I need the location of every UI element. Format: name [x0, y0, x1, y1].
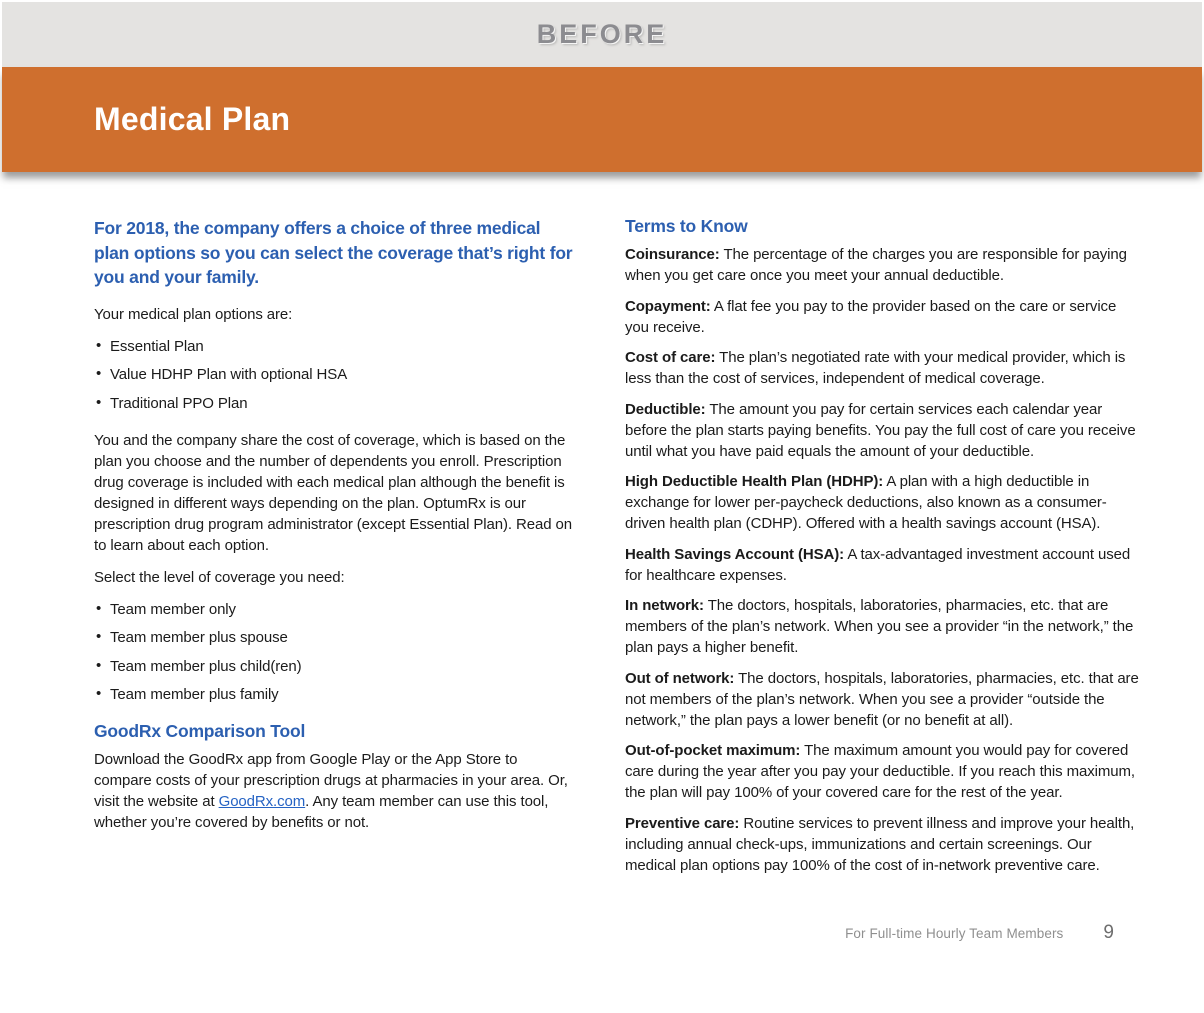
term-definition: A tax-advantaged investment account used for healthcare expenses.	[625, 545, 1131, 584]
page-title: Medical Plan	[94, 101, 291, 137]
term-definition: A flat fee you pay to the provider based on the care or service you receive.	[625, 297, 1117, 336]
term-name: Cost of care:	[625, 349, 716, 366]
term-definition: The doctors, hospitals, laboratories, pharmacies, etc. that are not members of the plan’s network. When you see a provider “outside the network,” the plan pays a lower benefit (or no benefit at all).	[625, 669, 1139, 729]
term-definition: The percentage of the charges you are responsible for paying when you get care once you meet your annual deductible.	[625, 246, 1127, 284]
term-out-of-network	[625, 668, 1140, 731]
content	[94, 216, 1140, 885]
term-preventive-care	[625, 813, 1140, 876]
term-name: Out of network:	[625, 669, 735, 687]
intro-paragraph: For 2018, the company offers a choice of three medical plan options so you can select the coverage that’s right for you and your family.	[94, 218, 573, 287]
term-name: Coinsurance:	[625, 246, 720, 263]
term-definition: The amount you pay for certain services each calendar year before the plan starts paying benefits. You pay the full cost of care you receive until what you have paid equals the amount of your deductible.	[625, 400, 1136, 460]
coverage-level-item: • Team member only	[94, 599, 576, 620]
term-name: In network:	[625, 597, 704, 614]
plan-option-item: • Value HDHP Plan with optional HSA	[94, 364, 576, 385]
options-intro: Your medical plan options are:	[94, 305, 293, 323]
term-name: Deductible:	[625, 400, 706, 418]
before-banner	[2, 2, 1202, 67]
term-name: High Deductible Health Plan (HDHP):	[625, 473, 884, 490]
cost-sharing-paragraph: You and the company share the cost of coverage, which is based on the plan you choose and the number of dependents you enroll. Prescription drug coverage is included with each medical plan although the benefit is designed in different ways depending on the plan. OptumRx is our prescription drug program administrator (except Essential Plan). Read on to learn about each option.	[94, 431, 573, 554]
term-oop-maximum	[625, 740, 1140, 803]
term-coinsurance	[625, 244, 1140, 286]
coverage-levels-list	[94, 599, 576, 706]
footer	[845, 922, 1114, 944]
term-in-network	[625, 595, 1140, 658]
coverage-level-item: • Team member plus child(ren)	[94, 656, 576, 677]
term-definition: The doctors, hospitals, laboratories, pharmacies, etc. that are members of the plan’s network. When you see a provider “in the network,” the plan pays a higher benefit.	[625, 597, 1134, 656]
footer-label: For Full-time Hourly Team Members	[845, 926, 1064, 941]
right-column	[625, 216, 1140, 885]
goodrx-paragraph	[94, 749, 576, 833]
term-definition: The plan’s negotiated rate with your medical provider, which is less than the cost of services, independent of medical coverage.	[625, 349, 1126, 387]
term-name: Out-of-pocket maximum:	[625, 742, 801, 759]
terms-heading: Terms to Know	[625, 216, 748, 236]
goodrx-text-before: Download the GoodRx app from Google Play or the App Store to compare costs of your prescription drugs at pharmacies in your area. Or, visit the website at	[94, 751, 568, 810]
plan-option-item: • Traditional PPO Plan	[94, 393, 576, 414]
term-cost-of-care	[625, 347, 1140, 389]
plan-options-list	[94, 336, 576, 414]
goodrx-link[interactable]: GoodRx.com	[218, 793, 306, 810]
term-definition: The maximum amount you would pay for covered care during the year after you pay your deductible. If you reach this maximum, the plan will pay 100% of your covered care for the rest of the year.	[625, 742, 1135, 801]
coverage-level-item: • Team member plus spouse	[94, 627, 576, 648]
coverage-level-item: • Team member plus family	[94, 684, 576, 705]
term-copayment	[625, 296, 1140, 338]
term-deductible	[625, 399, 1140, 462]
term-name: Health Savings Account (HSA):	[625, 545, 845, 563]
page-header	[2, 67, 1202, 172]
term-name: Copayment:	[625, 297, 711, 315]
term-name: Preventive care:	[625, 814, 740, 832]
term-hsa	[625, 544, 1140, 586]
plan-option-item: • Essential Plan	[94, 336, 576, 357]
before-label: BEFORE	[536, 19, 668, 49]
coverage-intro: Select the level of coverage you need:	[94, 568, 345, 586]
term-definition: A plan with a high deductible in exchange for lower per-paycheck deductions, also known as a consumer-driven health plan (CDHP). Offered with a health savings account (HSA).	[625, 473, 1107, 532]
term-hdhp	[625, 471, 1140, 534]
goodrx-heading: GoodRx Comparison Tool	[94, 721, 306, 741]
goodrx-text-after: . Any team member can use this tool, whether you’re covered by benefits or not.	[94, 793, 549, 831]
page-number: 9	[1103, 922, 1114, 943]
term-definition: Routine services to prevent illness and improve your health, including annual check-ups, immunizations and certain screenings. Our medical plan options pay 100% of the cost of in-network preventive care.	[625, 814, 1135, 874]
left-column	[94, 216, 576, 885]
